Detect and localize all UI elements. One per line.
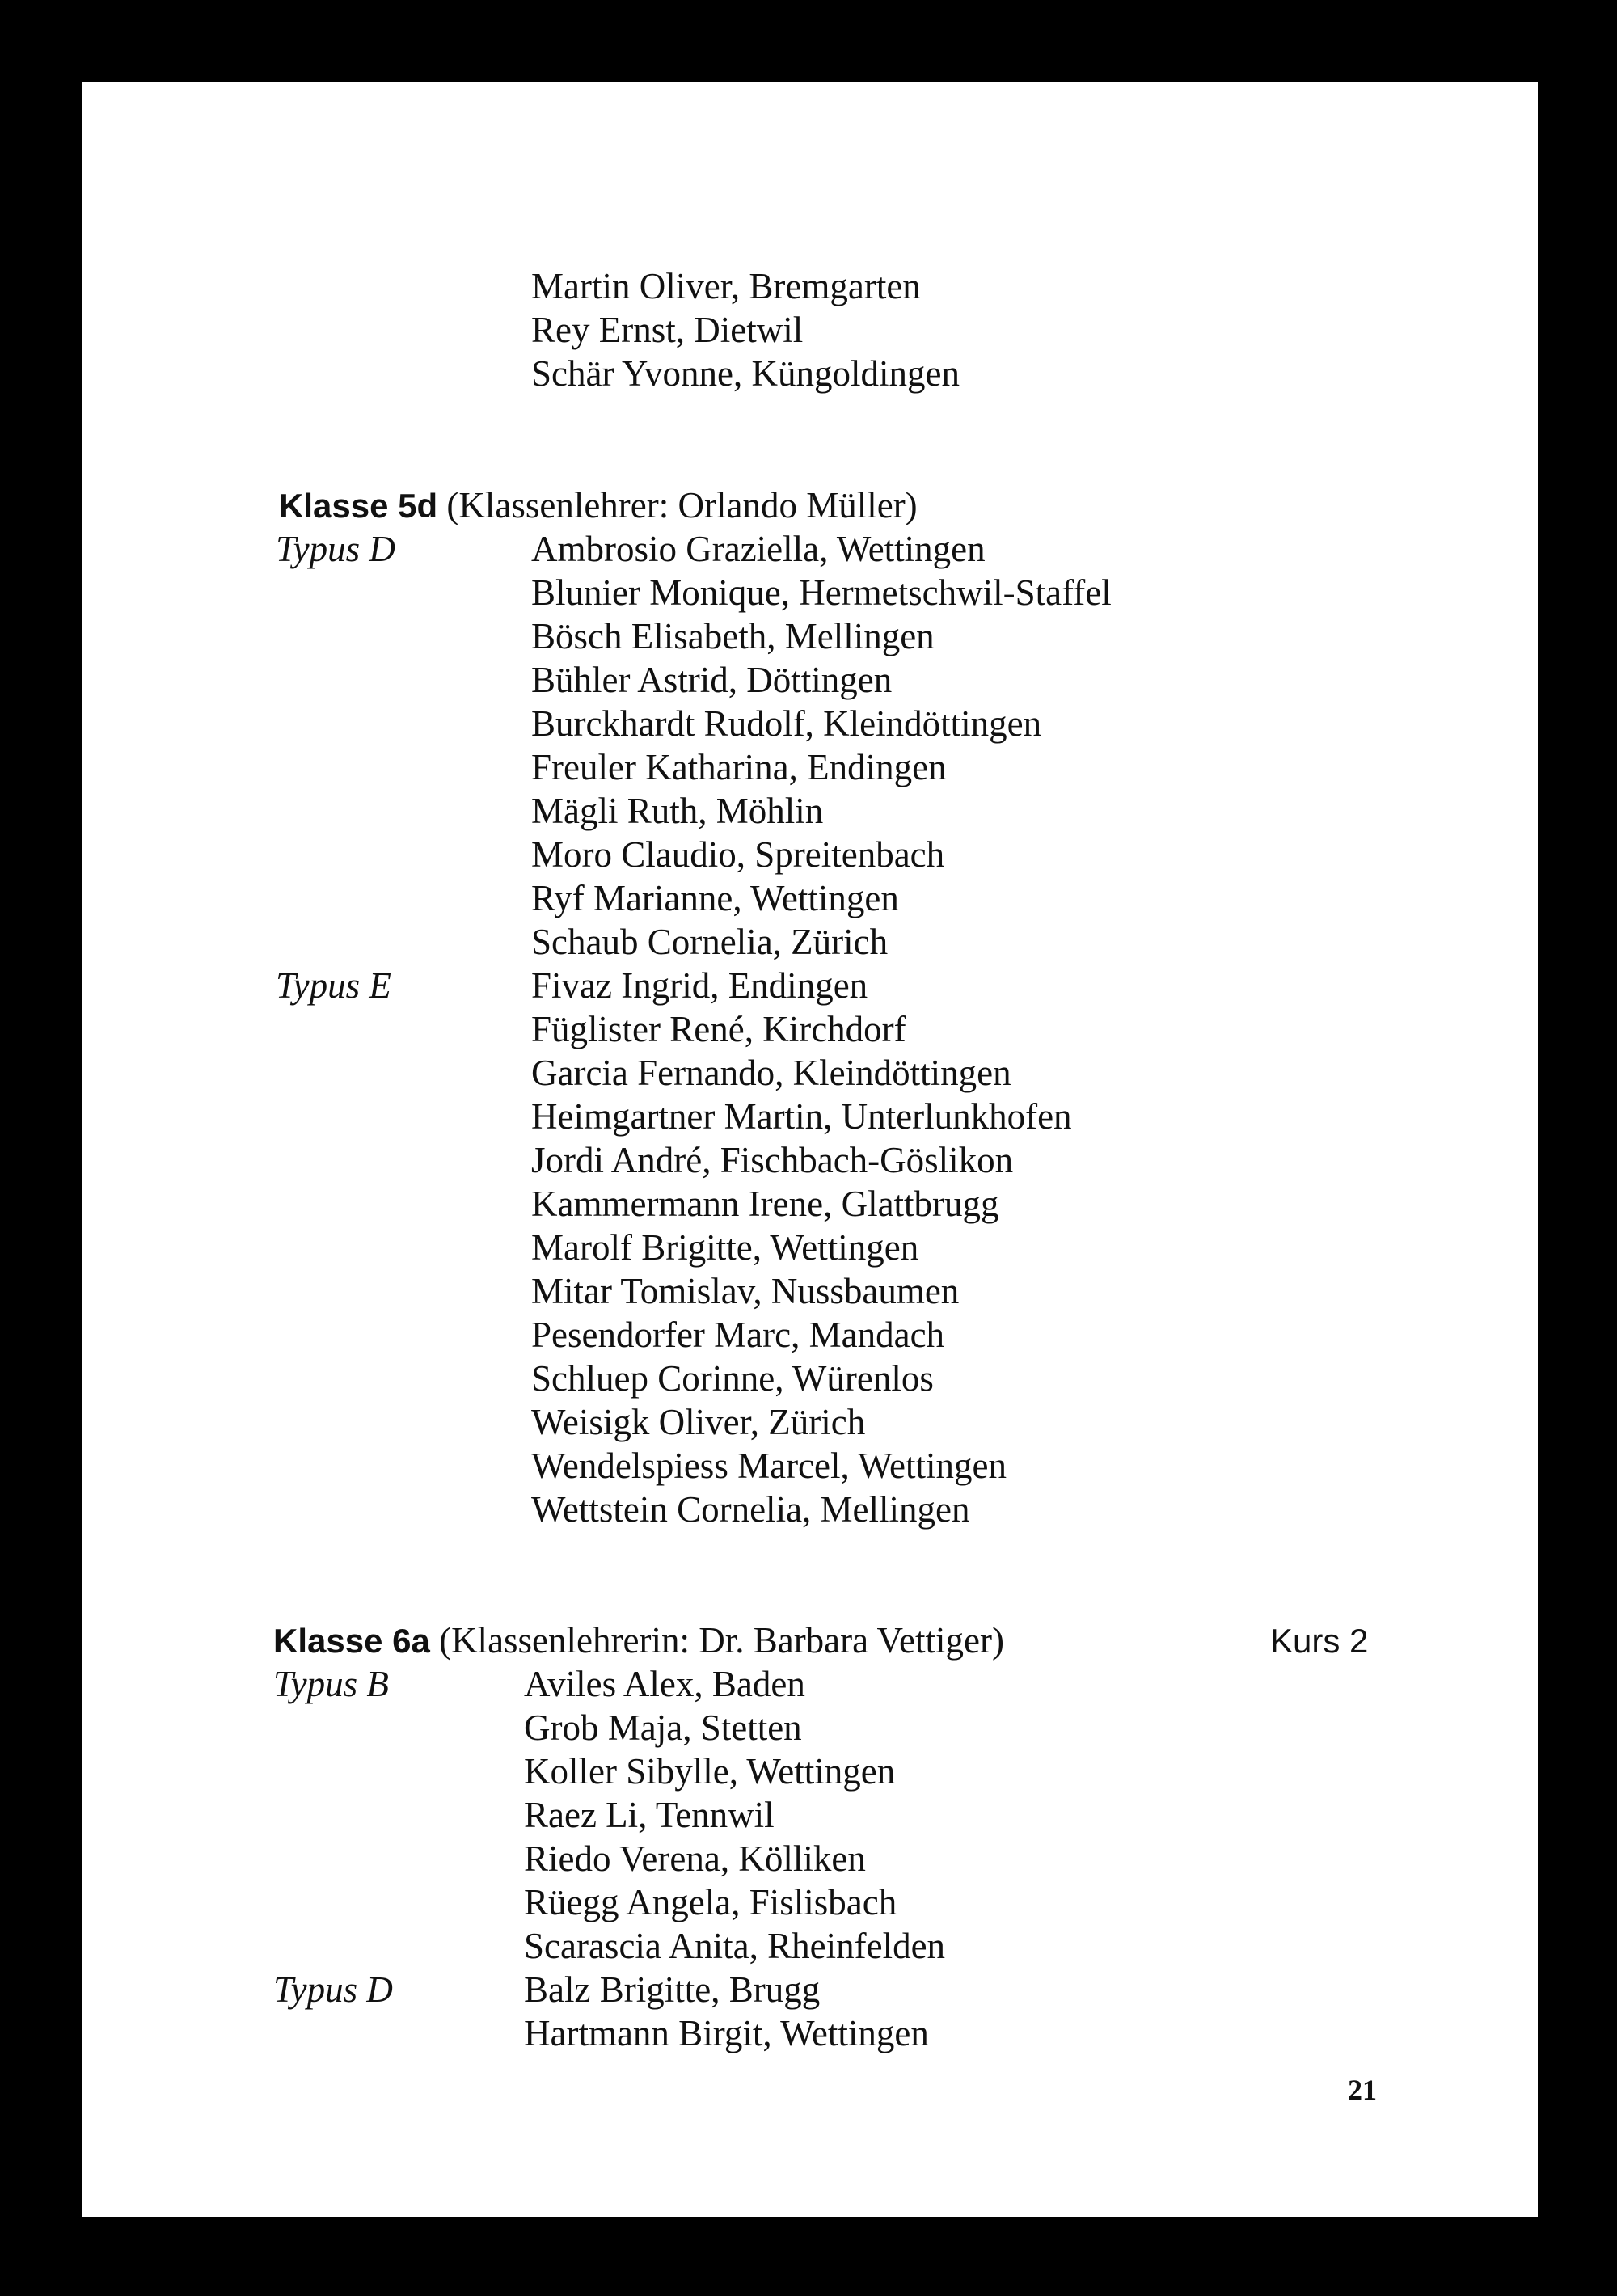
student-name: Blunier Monique, Hermetschwil-Staffel [531, 572, 1112, 613]
student-name: Weisigk Oliver, Zürich [531, 1402, 866, 1442]
student-name: Wendelspiess Marcel, Wettingen [531, 1446, 1007, 1486]
student-name: Schär Yvonne, Küngoldingen [531, 353, 960, 394]
student-name: Schluep Corinne, Würenlos [531, 1358, 934, 1399]
student-name: Kammermann Irene, Glattbrugg [531, 1184, 999, 1224]
typus-b-label: Typus B [273, 1664, 389, 1704]
student-name: Martin Oliver, Bremgarten [531, 266, 921, 306]
student-name: Bösch Elisabeth, Mellingen [531, 616, 935, 656]
student-name: Garcia Fernando, Kleindöttingen [531, 1053, 1011, 1093]
class-6a-label: Klasse 6a [273, 1622, 430, 1660]
student-name: Koller Sibylle, Wettingen [524, 1751, 896, 1792]
student-name: Bühler Astrid, Döttingen [531, 660, 893, 700]
student-name: Füglister René, Kirchdorf [531, 1009, 906, 1049]
student-name: Moro Claudio, Spreitenbach [531, 834, 945, 875]
class-5d-label: Klasse 5d [279, 487, 438, 525]
student-name: Aviles Alex, Baden [524, 1664, 805, 1704]
page-number: 21 [1348, 2074, 1377, 2106]
student-name: Pesendorfer Marc, Mandach [531, 1315, 945, 1355]
kurs-label: Kurs 2 [1270, 1622, 1369, 1660]
student-name: Schaub Cornelia, Zürich [531, 922, 889, 962]
typus-d-label: Typus D [273, 1969, 393, 2010]
student-name: Rey Ernst, Dietwil [531, 310, 804, 350]
document-page [82, 82, 1538, 2217]
student-name: Balz Brigitte, Brugg [524, 1969, 821, 2010]
student-name: Hartmann Birgit, Wettingen [524, 2013, 929, 2053]
student-name: Marolf Brigitte, Wettingen [531, 1227, 919, 1268]
class-6a-teacher: (Klassenlehrerin: Dr. Barbara Vettiger) [439, 1620, 1004, 1661]
student-name: Wettstein Cornelia, Mellingen [531, 1489, 970, 1530]
student-name: Mägli Ruth, Möhlin [531, 791, 824, 831]
student-name: Fivaz Ingrid, Endingen [531, 965, 868, 1006]
student-name: Ambrosio Graziella, Wettingen [531, 529, 986, 569]
student-name: Raez Li, Tennwil [524, 1795, 775, 1835]
student-name: Rüegg Angela, Fislisbach [524, 1882, 897, 1922]
student-name: Mitar Tomislav, Nussbaumen [531, 1271, 960, 1311]
student-name: Freuler Katharina, Endingen [531, 747, 947, 787]
typus-e-label: Typus E [276, 965, 391, 1006]
class-6a-heading [273, 1619, 1004, 1662]
student-name: Riedo Verena, Kölliken [524, 1838, 866, 1879]
student-name: Scarascia Anita, Rheinfelden [524, 1926, 946, 1966]
student-name: Heimgartner Martin, Unterlunkhofen [531, 1096, 1072, 1137]
typus-d-label: Typus D [276, 529, 395, 569]
class-5d-teacher: (Klassenlehrer: Orlando Müller) [446, 485, 918, 525]
class-5d-heading [279, 483, 918, 527]
student-name: Ryf Marianne, Wettingen [531, 878, 899, 918]
student-name: Grob Maja, Stetten [524, 1707, 802, 1748]
student-name: Jordi André, Fischbach-Göslikon [531, 1140, 1014, 1180]
student-name: Burckhardt Rudolf, Kleindöttingen [531, 703, 1042, 744]
